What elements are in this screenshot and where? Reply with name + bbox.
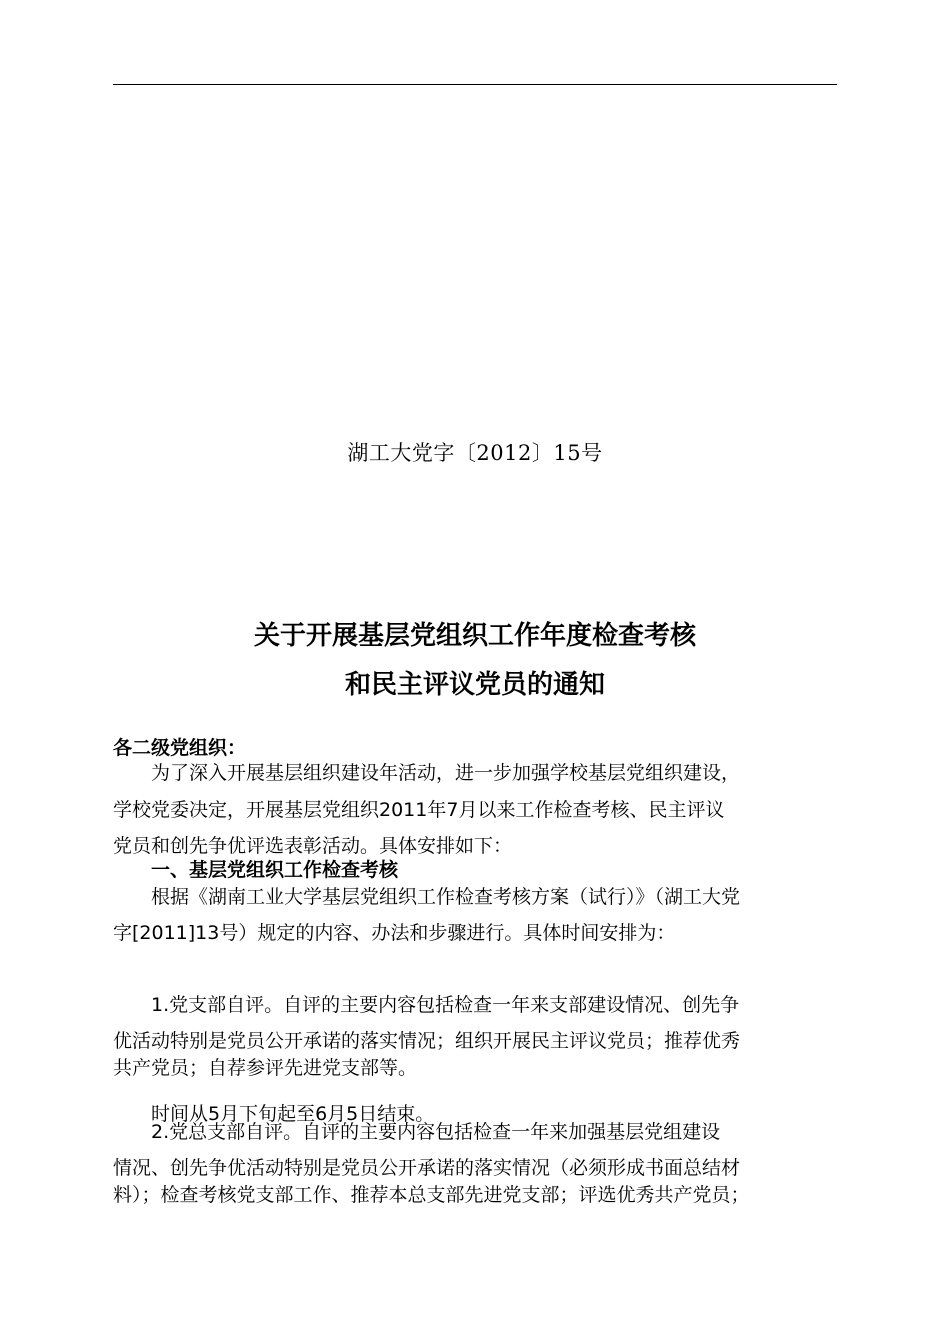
body-line: 为了深入开展基层组织建设年活动，进一步加强学校基层党组织建设，: [113, 762, 741, 784]
salutation: 各二级党组织：: [113, 737, 247, 759]
title-line-2: 和民主评议党员的通知: [344, 670, 605, 700]
body-line: 党员和创先争优评选表彰活动。具体安排如下：: [113, 835, 513, 857]
section-heading: 一、基层党组织工作检查考核: [113, 859, 399, 881]
title-line-1: 关于开展基层党组织工作年度检查考核: [253, 621, 696, 651]
body-line: 情况、创先争优活动特别是党员公开承诺的落实情况（必须形成书面总结材: [113, 1157, 741, 1179]
body-line: 1.党支部自评。自评的主要内容包括检查一年来支部建设情况、创先争: [113, 994, 740, 1016]
header-rule: [113, 84, 837, 85]
body-line: 时间从5月下旬起至6月5日结束。: [113, 1103, 435, 1125]
body-line: 根据《湖南工业大学基层党组织工作检查考核方案（试行）》（湖工大党: [113, 886, 741, 908]
body-line: 学校党委决定，开展基层党组织2011年7月以来工作检查考核、民主评议: [113, 799, 725, 821]
body-line: 2.党总支部自评。自评的主要内容包括检查一年来加强基层党组建设: [113, 1121, 721, 1143]
body-line: 字[2011]13号）规定的内容、办法和步骤进行。具体时间安排为：: [113, 922, 676, 944]
body-line: 料）；检查考核党支部工作、推荐本总支部先进党支部；评选优秀共产党员；: [113, 1184, 750, 1206]
body-line: 优活动特别是党员公开承诺的落实情况；组织开展民主评议党员；推荐优秀: [113, 1030, 741, 1052]
document-number: 湖工大党字〔2012〕15号: [347, 441, 603, 465]
body-line: 共产党员；自荐参评先进党支部等。: [113, 1057, 418, 1079]
